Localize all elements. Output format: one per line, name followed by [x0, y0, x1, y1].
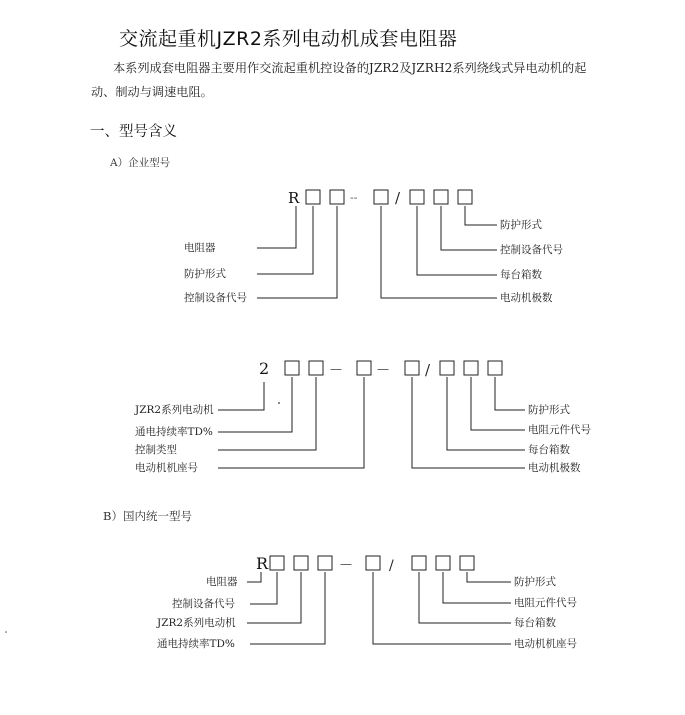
leader-line: [218, 377, 364, 468]
label-motor-frame: 电动机机座号: [135, 462, 198, 474]
leader-line: [250, 572, 277, 604]
code-box: [440, 361, 454, 375]
leader-line: [373, 572, 511, 644]
label-duty-cycle: 通电持续率TD%: [157, 638, 235, 650]
code-box: [458, 190, 472, 204]
code-box: [270, 556, 284, 570]
leader-line: [417, 206, 497, 275]
label-protection-form: 防护形式: [500, 219, 542, 231]
code-dash: —: [377, 362, 389, 376]
leader-line: [218, 377, 292, 432]
leader-line: [381, 206, 497, 298]
label-motor-poles: 电动机极数: [500, 292, 553, 304]
code-dash: —: [330, 362, 342, 376]
leader-line: [257, 206, 313, 274]
subheading-national-model: B）国内统一型号: [103, 509, 192, 523]
code-box: [410, 190, 424, 204]
code-box: [374, 190, 388, 204]
leader-line: [465, 206, 497, 225]
leader-line: [218, 382, 264, 410]
code-box: [306, 190, 320, 204]
label-resistor: 电阻器: [184, 242, 216, 254]
label-motor-poles: 电动机极数: [528, 462, 581, 474]
leader-line: [495, 377, 525, 410]
code-box: [405, 361, 419, 375]
code-box: [309, 361, 323, 375]
intro-line-1: 本系列成套电阻器主要用作交流起重机控设备的JZR2及JZRH2系列绕线式异电动机的起: [113, 61, 587, 75]
leader-line: [443, 572, 511, 603]
section-heading: 一、型号含义: [90, 124, 177, 140]
label-protection-form: 防护形式: [528, 404, 570, 416]
code-box: [294, 556, 308, 570]
code-box: [285, 361, 299, 375]
leader-line: [412, 377, 525, 468]
code-box: [464, 361, 478, 375]
code-box: [366, 556, 380, 570]
label-protection-form: 防护形式: [184, 268, 226, 280]
leader-line: [471, 377, 525, 430]
code-box: [460, 556, 474, 570]
leader-line: [257, 206, 296, 248]
label-resistor: 电阻器: [206, 576, 238, 588]
label-control-device-code: 控制设备代号: [500, 244, 563, 256]
leader-line: [441, 206, 497, 250]
label-protection-form: 防护形式: [514, 576, 556, 588]
label-motor-frame: 电动机机座号: [514, 638, 577, 650]
code-box: [488, 361, 502, 375]
leader-line: [247, 572, 261, 582]
code-dash: —: [340, 557, 352, 571]
document-title: 交流起重机JZR2系列电动机成套电阻器: [119, 28, 458, 50]
label-control-device-code: 控制设备代号: [172, 598, 235, 610]
intro-line-2: 动、制动与调速电阻。: [91, 85, 213, 99]
code-box: [357, 361, 371, 375]
label-control-device-code: 控制设备代号: [184, 292, 247, 304]
leader-line: [419, 572, 511, 623]
label-jzr2-motor: JZR2系列电动机: [135, 404, 214, 416]
code-prefix-2: 2: [259, 359, 270, 378]
scan-speck: [278, 402, 280, 404]
label-boxes-per-unit: 每台箱数: [500, 269, 542, 281]
label-control-type: 控制类型: [135, 444, 177, 456]
leader-line: [467, 572, 511, 582]
subheading-enterprise-model: A）企业型号: [110, 157, 171, 169]
label-resistor-element-code: 电阻元件代号: [528, 424, 591, 436]
leader-line: [250, 572, 325, 644]
scan-speck: [5, 631, 7, 633]
code-box: [434, 190, 448, 204]
label-boxes-per-unit: 每台箱数: [528, 444, 570, 456]
label-duty-cycle: 通电持续率TD%: [135, 426, 213, 438]
code-prefix-r: R: [288, 189, 300, 207]
diagram-national: [247, 556, 511, 644]
code-slash: /: [395, 189, 401, 207]
label-resistor-element-code: 电阻元件代号: [514, 597, 577, 609]
label-jzr2-motor: JZR2系列电动机: [157, 617, 236, 629]
code-prefix-r: R: [256, 554, 269, 573]
leader-line: [218, 377, 316, 450]
code-box: [436, 556, 450, 570]
leader-line: [257, 206, 337, 298]
code-box: [412, 556, 426, 570]
leader-line: [447, 377, 525, 450]
label-boxes-per-unit: 每台箱数: [514, 617, 556, 629]
code-dash: --: [350, 191, 358, 204]
code-slash: /: [389, 558, 394, 574]
code-slash: /: [425, 361, 431, 379]
code-box: [330, 190, 344, 204]
code-box: [318, 556, 332, 570]
leader-line: [247, 572, 301, 623]
